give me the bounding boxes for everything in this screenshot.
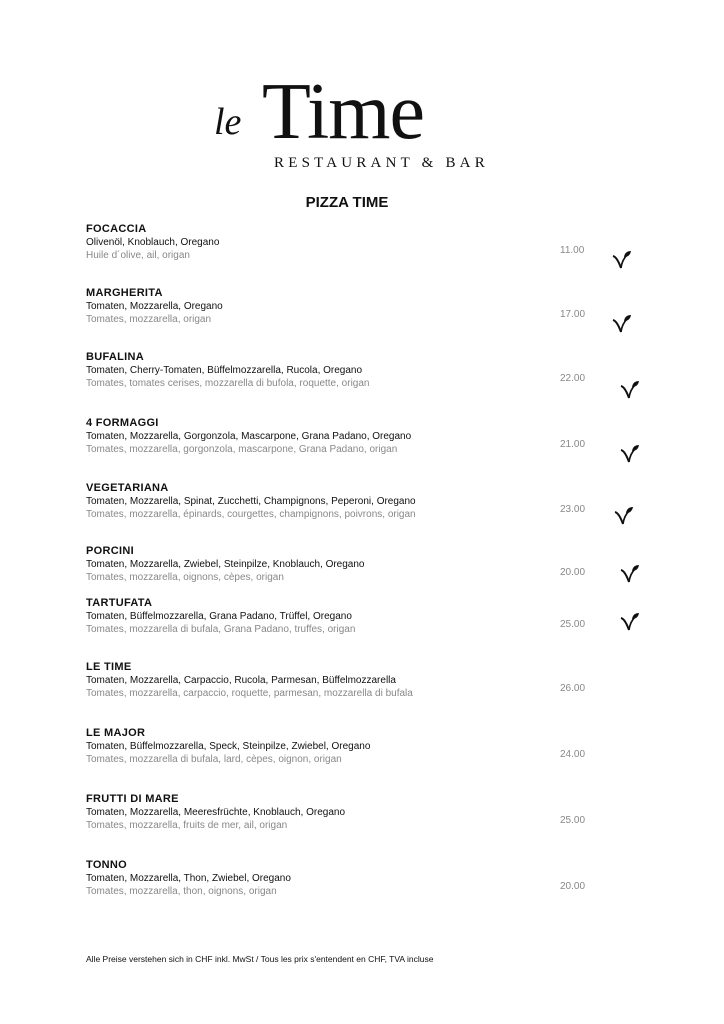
- item-description-de: Tomaten, Mozzarella, Zwiebel, Steinpilze, Knoblauch, Oregano: [86, 559, 365, 570]
- item-name: LE TIME: [86, 661, 132, 673]
- item-price: 20.00: [560, 567, 586, 578]
- item-description-de: Tomaten, Mozzarella, Spinat, Zucchetti, Champignons, Peperoni, Oregano: [86, 496, 416, 507]
- item-description-fr: Tomates, mozzarella, épinards, courgettes, champignons, poivrons, origan: [86, 509, 416, 520]
- item-description-fr: Tomates, mozzarella, gorgonzola, mascarpone, Grana Padano, origan: [86, 444, 398, 455]
- vegetarian-leaf-icon: [620, 564, 640, 584]
- item-name: MARGHERITA: [86, 287, 163, 299]
- menu-item: [86, 481, 646, 521]
- menu-item: [86, 544, 646, 584]
- item-description-fr: Tomates, mozzarella, oignons, cèpes, origan: [86, 572, 284, 583]
- item-name: BUFALINA: [86, 351, 145, 363]
- item-description-fr: Tomates, mozzarella, carpaccio, roquette, parmesan, mozzarella di bufala: [86, 688, 413, 699]
- menu-item: [86, 350, 646, 390]
- item-name: FRUTTI DI MARE: [86, 793, 179, 805]
- vegetarian-leaf-icon: [620, 380, 640, 400]
- item-description-de: Tomaten, Büffelmozzarella, Grana Padano, Trüffel, Oregano: [86, 611, 352, 622]
- menu-item: [86, 286, 646, 326]
- item-description-de: Tomaten, Mozzarella, Thon, Zwiebel, Oregano: [86, 873, 291, 884]
- item-description-fr: Tomates, tomates cerises, mozzarella di bufola, roquette, origan: [86, 378, 370, 389]
- item-description-fr: Tomates, mozzarella, fruits de mer, ail, origan: [86, 820, 288, 831]
- item-name: TONNO: [86, 859, 128, 871]
- vegetarian-leaf-icon: [614, 506, 634, 526]
- vegetarian-leaf-icon: [620, 444, 640, 464]
- item-description-fr: Tomates, mozzarella di bufala, lard, cèpes, oignon, origan: [86, 754, 342, 765]
- item-description-de: Tomaten, Mozzarella, Meeresfrüchte, Knoblauch, Oregano: [86, 807, 346, 818]
- menu-item: [86, 792, 646, 832]
- item-description-fr: Tomates, mozzarella di bufala, Grana Padano, truffes, origan: [86, 624, 356, 635]
- item-price: 25.00: [560, 815, 586, 826]
- item-price: 17.00: [560, 309, 586, 320]
- vegetarian-leaf-icon: [612, 314, 632, 334]
- item-price: 20.00: [560, 881, 586, 892]
- menu-item: [86, 660, 646, 700]
- item-name: PORCINI: [86, 545, 134, 557]
- item-description-de: Tomaten, Mozzarella, Gorgonzola, Mascarpone, Grana Padano, Oregano: [86, 431, 412, 442]
- item-price: 23.00: [560, 504, 586, 515]
- item-description-fr: Tomates, mozzarella, thon, oignons, origan: [86, 886, 277, 897]
- item-price: 11.00: [560, 245, 585, 256]
- item-description-fr: Huile d´olive, ail, origan: [86, 250, 190, 261]
- vegetarian-leaf-icon: [620, 612, 640, 632]
- footer-note: Alle Preise verstehen sich in CHF inkl. MwSt / Tous les prix s'entendent en CHF, TVA incluse: [86, 954, 434, 964]
- item-name: FOCACCIA: [86, 223, 147, 235]
- menu-item: [86, 596, 646, 636]
- item-name: LE MAJOR: [86, 727, 146, 739]
- logo-subtitle: RESTAURANT & BAR: [274, 155, 489, 171]
- item-price: 21.00: [560, 439, 586, 450]
- item-description-de: Tomaten, Büffelmozzarella, Speck, Steinpilze, Zwiebel, Oregano: [86, 741, 371, 752]
- item-description-fr: Tomates, mozzarella, origan: [86, 314, 212, 325]
- item-price: 26.00: [560, 683, 586, 694]
- logo-le: le: [214, 101, 242, 143]
- menu-title: PIZZA TIME: [305, 194, 389, 211]
- menu-item: [86, 222, 646, 262]
- item-name: VEGETARIANA: [86, 482, 169, 494]
- item-description-de: Tomaten, Cherry-Tomaten, Büffelmozzarella, Rucola, Oregano: [86, 365, 363, 376]
- vegetarian-leaf-icon: [612, 250, 632, 270]
- item-name: 4 FORMAGGI: [86, 417, 159, 429]
- item-description-de: Olivenöl, Knoblauch, Oregano: [86, 237, 220, 248]
- logo-time: Time: [262, 68, 425, 156]
- item-price: 22.00: [560, 373, 586, 384]
- item-description-de: Tomaten, Mozzarella, Carpaccio, Rucola, Parmesan, Büffelmozzarella: [86, 675, 396, 686]
- item-price: 24.00: [560, 749, 586, 760]
- item-description-de: Tomaten, Mozzarella, Oregano: [86, 301, 223, 312]
- menu-item: [86, 726, 646, 766]
- menu-item: [86, 416, 646, 456]
- item-name: TARTUFATA: [86, 597, 153, 609]
- item-price: 25.00: [560, 619, 586, 630]
- menu-item: [86, 858, 646, 898]
